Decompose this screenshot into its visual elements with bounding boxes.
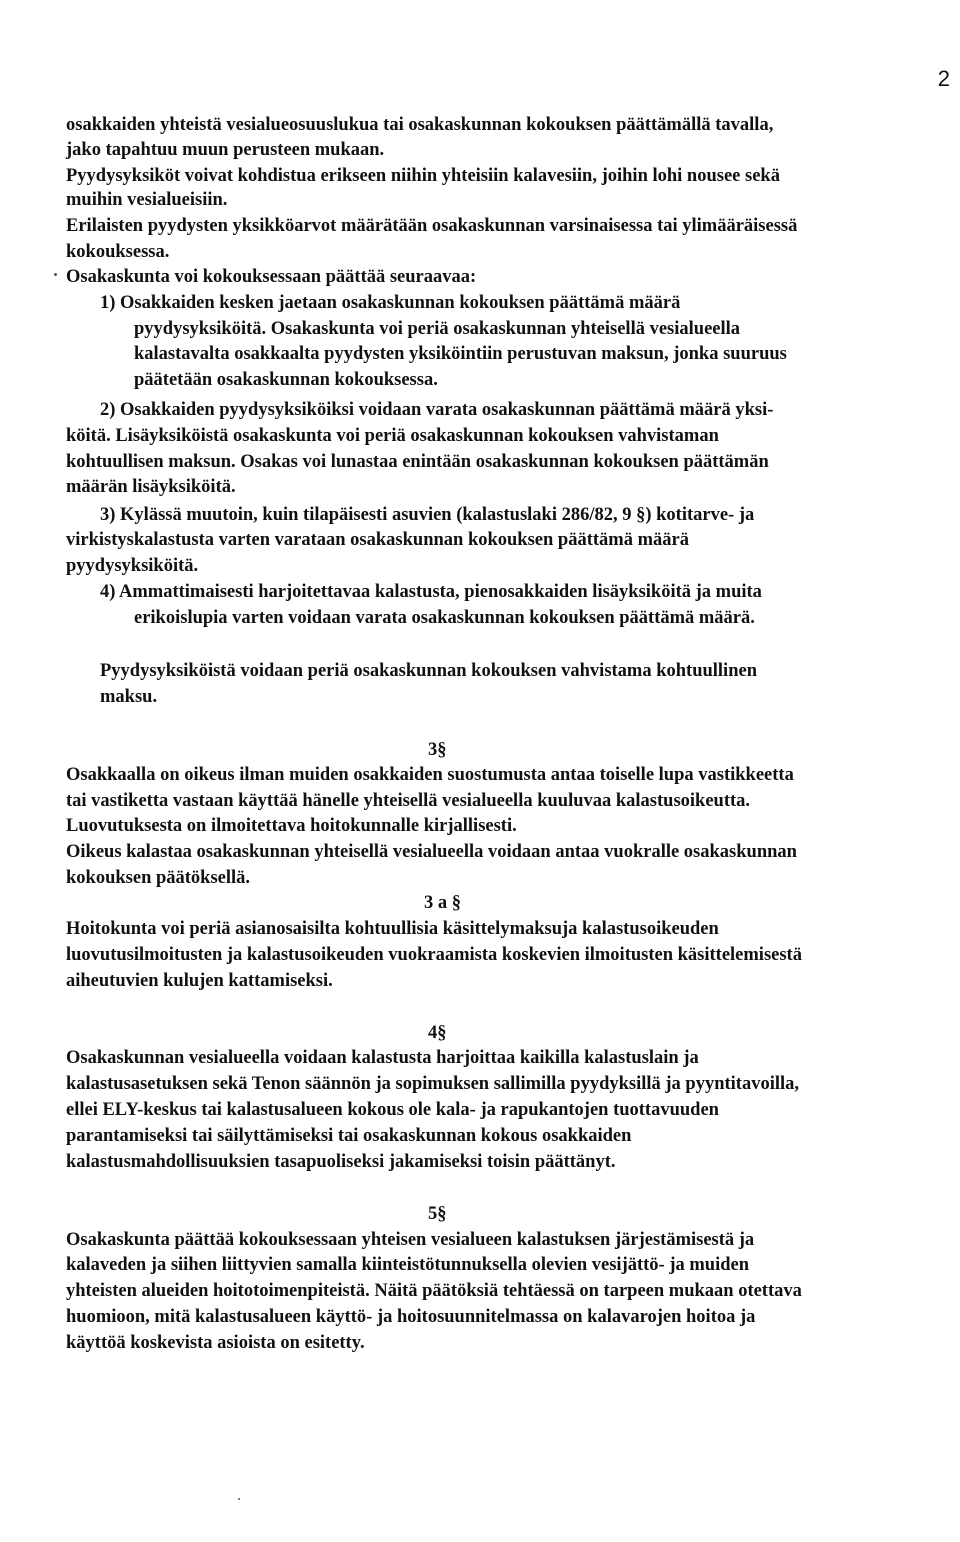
text-line: Pyydysyksiköistä voidaan periä osakaskunnan kokouksen vahvistama kohtuullinen (100, 661, 757, 681)
text-line: kokouksessa. (66, 242, 170, 262)
text-line: kalaveden ja siihen liittyvien samalla kiinteistötunnuksella olevien vesijättö- ja muiden (66, 1255, 750, 1275)
text-line: Osakaskunta päättää kokouksessaan yhteisen vesialueen kalastuksen järjestämisestä ja (66, 1230, 755, 1250)
text-line: Osakaskunnan vesialueella voidaan kalastusta harjoittaa kaikilla kalastuslain ja (66, 1048, 699, 1068)
section-heading-3a: 3 a § (424, 893, 461, 913)
text-line: määrän lisäyksiköitä. (66, 477, 236, 497)
text-line: maksu. (100, 687, 158, 707)
text-line: köitä. Lisäyksiköistä osakaskunta voi periä osakaskunnan kokouksen vahvistaman (66, 426, 719, 446)
section-heading-3: 3§ (428, 740, 447, 760)
text-line: huomioon, mitä kalastusalueen käyttö- ja hoitosuunnitelmassa on kalavarojen hoitoa ja (66, 1307, 756, 1327)
text-line: luovutusilmoitusten ja kalastusoikeuden vuokraamista koskevien ilmoitusten käsittelemisestä (66, 945, 802, 965)
section-heading-5: 5§ (428, 1204, 447, 1224)
section-heading-4: 4§ (428, 1023, 447, 1043)
text-line: erikoislupia varten voidaan varata osakaskunnan kokouksen päättämä määrä. (134, 608, 755, 628)
text-line: jako tapahtuu muun perusteen mukaan. (66, 140, 385, 160)
text-line: parantamiseksi tai säilyttämiseksi tai osakaskunnan kokous osakkaiden (66, 1126, 632, 1146)
list-item-2: 2) Osakkaiden pyydysyksiköiksi voidaan varata osakaskunnan päättämä määrä yksi- (100, 400, 774, 420)
text-line: käyttöä koskevista asioista on esitetty. (66, 1333, 365, 1353)
text-line: kokouksen päätöksellä. (66, 868, 251, 888)
text-line: aiheutuvien kulujen kattamiseksi. (66, 971, 333, 991)
text-line: kalastusasetuksen sekä Tenon säännön ja sopimuksen sallimilla pyydyksillä ja pyyntitavoilla, (66, 1074, 800, 1094)
list-item-4: 4) Ammattimaisesti harjoitettavaa kalastusta, pienosakkaiden lisäyksiköitä ja muita (100, 582, 762, 602)
list-item-1: 1) Osakkaiden kesken jaetaan osakaskunnan kokouksen päättämä määrä (100, 293, 681, 313)
text-line: päätetään osakaskunnan kokouksessa. (134, 370, 438, 390)
scan-speck (238, 1498, 240, 1500)
list-item-3: 3) Kylässä muutoin, kuin tilapäisesti asuvien (kalastuslaki 286/82, 9 §) kotitarve- ja (100, 505, 755, 525)
text-line: ellei ELY-keskus tai kalastusalueen kokous ole kala- ja rapukantojen tuottavuuden (66, 1100, 719, 1120)
text-line: pyydysyksiköitä. Osakaskunta voi periä osakaskunnan yhteisellä vesialueella (134, 319, 741, 339)
text-line: Oikeus kalastaa osakaskunnan yhteisellä vesialueella voidaan antaa vuokralle osakaskunnan (66, 842, 797, 862)
page-number: 2 (937, 66, 950, 91)
text-line: Hoitokunta voi periä asianosaisilta kohtuullisia käsittelymaksuja kalastusoikeuden (66, 919, 719, 939)
text-line: virkistyskalastusta varten varataan osakaskunnan kokouksen päättämä määrä (66, 530, 689, 550)
text-line: yhteisten alueiden hoitotoimenpiteistä. Näitä päätöksiä tehtäessä on tarpeen mukaan otettava (66, 1281, 802, 1301)
text-line: pyydysyksiköitä. (66, 556, 199, 576)
text-line: Osakkaalla on oikeus ilman muiden osakkaiden suostumusta antaa toiselle lupa vastikkeetta (66, 765, 794, 785)
text-line: muihin vesialueisiin. (66, 190, 228, 210)
text-line: Pyydysyksiköt voivat kohdistua erikseen niihin yhteisiin kalavesiin, joihin lohi nousee sekä (66, 166, 780, 186)
text-line: tai vastiketta vastaan käyttää hänelle yhteisellä vesialueella kuuluvaa kalastusoikeutta. (66, 791, 751, 811)
text-line: osakkaiden yhteistä vesialueosuuslukua tai osakaskunnan kokouksen päättämällä tavalla, (66, 115, 774, 135)
text-line: Luovutuksesta on ilmoitettava hoitokunnalle kirjallisesti. (66, 816, 517, 836)
text-line: Erilaisten pyydysten yksikköarvot määrätään osakaskunnan varsinaisessa tai ylimääräisessä (66, 216, 798, 236)
scan-speck (54, 273, 57, 276)
text-line: kohtuullisen maksun. Osakas voi lunastaa enintään osakaskunnan kokouksen päättämän (66, 452, 769, 472)
text-line: kalastusmahdollisuuksien tasapuoliseksi jakamiseksi toisin päättänyt. (66, 1152, 616, 1172)
text-line: kalastavalta osakkaalta pyydysten yksiköintiin perustuvan maksun, jonka suuruus (134, 344, 787, 364)
text-line: Osakaskunta voi kokouksessaan päättää seuraavaa: (66, 267, 477, 287)
